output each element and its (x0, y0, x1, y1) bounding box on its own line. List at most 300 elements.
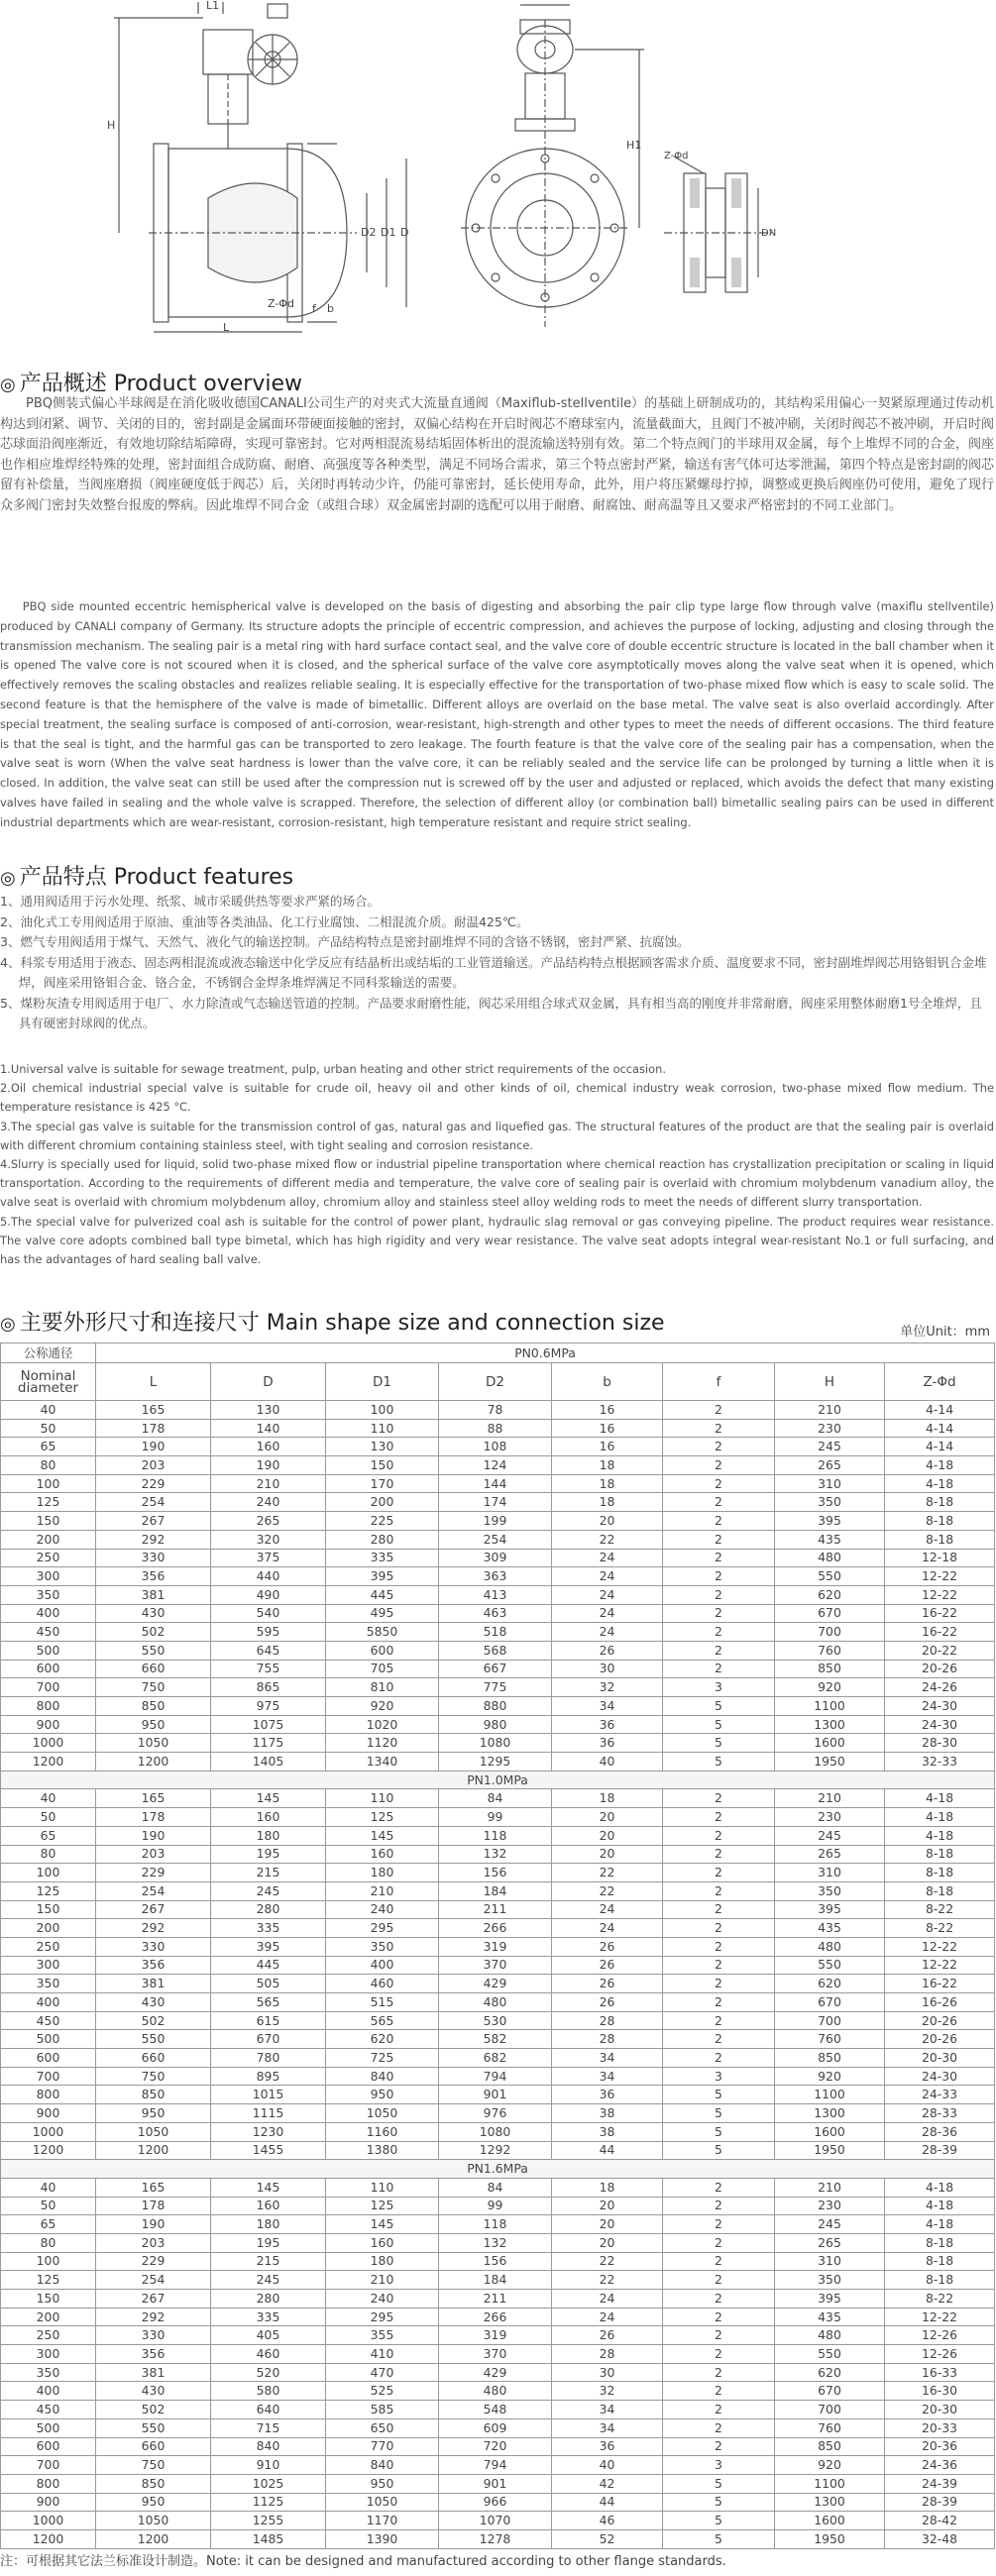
table-cell: 5 (663, 1734, 775, 1753)
table-cell: 620 (775, 1585, 885, 1604)
table-cell: 4-18 (885, 1789, 995, 1808)
cell-dn: 100 (1, 1474, 96, 1493)
label-L: L (223, 321, 230, 334)
table-cell: 12-22 (885, 1567, 995, 1586)
table-cell: 20 (552, 2215, 663, 2234)
overview-en-text: PBQ side mounted eccentric hemispherical valve is developed on the basis of digesting and absorbing the pair clip type large flow through valve (maxiflu stellventile) produced by CANALI company of Germany. Its structure adopts the principle of eccentric compression, and achieves the purpose of locking, adjusting and closing through the transmission mechanism. The sealing pair is a metal ring with hard surface contact seal, and the valve core of double eccentric structure is located in the ball chamber when it is opened The valve core is not scoured when it is closed, and the spherical surface of the valve core asymptotically moves along the valve seat when it is opened, which effectively removes the scaling obstacles and realizes reliable sealing. It is especially effective for the transportation of two-phase mixed flow which is easy to scale solid. The second feature is that the hemisphere of the valve is made of bimetallic. Different alloys are overlaid on the base metal. The valve seat is also overlaid accordingly. After special treatment, the sealing surface is composed of anti-corrosion, wear-resistant, high-strength and other types to meet the needs of different occasions. The third feature is that the seal is tight, and the harmful gas can be transported to zero leakage. The fourth feature is that the valve core of the sealing pair has a compensation, when the valve seat is worn (When the valve seat hardness is lower than the valve core, it can be reliably sealed and the service life can be prolonged by turning a little when it is closed. In addition, the valve seat can still be used after the compression nut is screwed off by the user and adjusted or replaced, which avoids the defect that many existing valves have failed in sealing and the whole valve is scrapped. Therefore, the selection of different alloy (or combination ball) bimetallic sealing pairs can be used in different industrial departments which are wear-resistant, corrosion-resistant, high temperature resistant and require strict sealing. (0, 599, 994, 829)
table-cell: 8-18 (885, 2252, 995, 2271)
cell-dn: 1000 (1, 2512, 96, 2530)
table-cell: 760 (775, 2030, 885, 2049)
cell-dn: 65 (1, 1438, 96, 1456)
table-cell: 24 (552, 1604, 663, 1623)
cell-dn: 100 (1, 2252, 96, 2271)
table-cell: 8-18 (885, 1530, 995, 1549)
table-cell: 1080 (439, 2122, 552, 2141)
table-cell: 2 (663, 2308, 775, 2326)
table-cell: 502 (96, 2011, 211, 2030)
table-row (1, 1512, 995, 1531)
table-cell: 36 (552, 1734, 663, 1753)
table-cell: 370 (439, 2345, 552, 2364)
table-cell: 1600 (775, 2512, 885, 2530)
table-cell: 20-26 (885, 2011, 995, 2030)
table-cell: 463 (439, 1604, 552, 1623)
table-cell: 2 (663, 1808, 775, 1827)
table-cell: 5 (663, 2512, 775, 2530)
table-row (1, 1845, 995, 1864)
table-cell: 150 (326, 1456, 439, 1475)
table-cell: 2 (663, 2401, 775, 2419)
table-cell: 770 (326, 2437, 439, 2456)
table-cell: 46 (552, 2512, 663, 2530)
table-cell: 229 (96, 1474, 211, 1493)
table-cell: 490 (211, 1585, 326, 1604)
table-cell: 1200 (96, 1753, 211, 1771)
table-cell: 265 (775, 2233, 885, 2252)
table-cell: 760 (775, 2418, 885, 2437)
table-cell: 1200 (96, 2529, 211, 2548)
label-D: D (400, 226, 409, 239)
table-cell: 110 (326, 2178, 439, 2197)
table-cell: 2 (663, 2326, 775, 2345)
table-cell: 265 (775, 1845, 885, 1864)
table-cell: 356 (96, 2345, 211, 2364)
table-cell: 2 (663, 1567, 775, 1586)
cell-dn: 65 (1, 1826, 96, 1845)
table-cell: 850 (96, 1697, 211, 1716)
table-cell: 28 (552, 2011, 663, 2030)
cell-dn: 600 (1, 2437, 96, 2456)
table-cell: 190 (96, 1438, 211, 1456)
table-cell: 1405 (211, 1753, 326, 1771)
table-cell: 1600 (775, 2122, 885, 2141)
table-cell: 12-22 (885, 1585, 995, 1604)
dimensions-title-en: Main shape size and connection size (266, 1311, 665, 1336)
table-cell: 395 (326, 1567, 439, 1586)
table-cell: 165 (96, 1401, 211, 1420)
table-row (1, 2215, 995, 2234)
table-cell: 1300 (775, 1715, 885, 1734)
table-cell: 38 (552, 2104, 663, 2123)
features-title-cn: 产品特点 (19, 865, 107, 890)
table-cell: 118 (439, 2215, 552, 2234)
table-cell: 430 (96, 1604, 211, 1623)
table-cell: 550 (96, 2030, 211, 2049)
dimensions-title-cn: 主要外形尺寸和连接尺寸 (19, 1311, 260, 1336)
table-cell: 265 (775, 1456, 885, 1475)
table-cell: 1020 (326, 1715, 439, 1734)
table-cell: 2 (663, 2345, 775, 2364)
table-cell: 28-42 (885, 2512, 995, 2530)
table-cell: 160 (211, 2197, 326, 2215)
features-en-list (0, 1060, 994, 1269)
column-header: L (96, 1363, 211, 1401)
table-cell: 495 (326, 1604, 439, 1623)
table-cell: 335 (211, 1919, 326, 1938)
table-cell: 2 (663, 1401, 775, 1420)
label-D2: D2 (361, 226, 377, 239)
table-cell: 667 (439, 1660, 552, 1678)
table-cell: 229 (96, 2252, 211, 2271)
table-cell: 2 (663, 1975, 775, 1993)
table-cell: 184 (439, 2271, 552, 2290)
table-cell: 2 (663, 1512, 775, 1531)
table-cell: 4-18 (885, 2215, 995, 2234)
table-cell: 36 (552, 1715, 663, 1734)
table-cell: 620 (326, 2030, 439, 2049)
table-cell: 2 (663, 1641, 775, 1660)
table-row (1, 1881, 995, 1900)
table-cell: 705 (326, 1660, 439, 1678)
table-row (1, 2529, 995, 2548)
table-cell: 8-18 (885, 1864, 995, 1882)
table-cell: 245 (211, 2271, 326, 2290)
cell-dn: 250 (1, 1549, 96, 1567)
table-row (1, 1808, 995, 1827)
table-cell: 16-22 (885, 1623, 995, 1642)
table-cell: 330 (96, 2326, 211, 2345)
dimension-table-body (1, 1343, 995, 2549)
table-cell: 8-18 (885, 2271, 995, 2290)
table-cell: 215 (211, 1864, 326, 1882)
table-cell: 395 (775, 1512, 885, 1531)
table-row (1, 1623, 995, 1642)
table-cell: 840 (211, 2437, 326, 2456)
cell-dn: 200 (1, 1919, 96, 1938)
table-cell: 330 (96, 1549, 211, 1567)
table-row (1, 2141, 995, 2160)
table-cell: 210 (326, 2271, 439, 2290)
cell-dn: 350 (1, 1975, 96, 1993)
table-cell: 840 (326, 2067, 439, 2086)
table-cell: 400 (326, 1956, 439, 1975)
table-cell: 5850 (326, 1623, 439, 1642)
table-cell: 850 (96, 2086, 211, 2104)
table-cell: 5 (663, 1715, 775, 1734)
table-cell: 2 (663, 1474, 775, 1493)
table-cell: 470 (326, 2363, 439, 2382)
table-cell: 920 (775, 2456, 885, 2475)
table-cell: 850 (775, 1660, 885, 1678)
table-row (1, 1864, 995, 1882)
table-cell: 211 (439, 2290, 552, 2308)
table-cell: 110 (326, 1419, 439, 1438)
cell-dn: 50 (1, 1419, 96, 1438)
table-row (1, 2456, 995, 2475)
features-title (0, 860, 293, 891)
table-cell: 180 (326, 1864, 439, 1882)
table-cell: 5 (663, 2474, 775, 2493)
table-row (1, 2252, 995, 2271)
table-cell: 145 (326, 1826, 439, 1845)
feature-cn-item: 2、油化式工专用阀适用于原油、重油等各类油品、化工行业腐蚀、二相混流介质。耐温425℃。 (0, 913, 529, 929)
table-cell: 502 (96, 1623, 211, 1642)
table-cell: 460 (211, 2345, 326, 2364)
table-cell: 24 (552, 1623, 663, 1642)
table-cell: 2 (663, 1956, 775, 1975)
table-row (1, 2326, 995, 2345)
table-cell: 8-22 (885, 2290, 995, 2308)
table-cell: 184 (439, 1881, 552, 1900)
table-cell: 430 (96, 2382, 211, 2401)
table-cell: 645 (211, 1641, 326, 1660)
table-column-header-row (1, 1363, 995, 1401)
cell-dn: 400 (1, 1993, 96, 2012)
table-cell: 3 (663, 2067, 775, 2086)
table-cell: 108 (439, 1438, 552, 1456)
column-header: D (211, 1363, 326, 1401)
table-cell: 5 (663, 2104, 775, 2123)
cell-dn: 800 (1, 2086, 96, 2104)
table-row (1, 2271, 995, 2290)
table-cell: 4-14 (885, 1438, 995, 1456)
table-cell: 24 (552, 2290, 663, 2308)
table-cell: 901 (439, 2474, 552, 2493)
table-cell: 480 (439, 1993, 552, 2012)
table-cell: 1390 (326, 2529, 439, 2548)
table-cell: 24-30 (885, 1697, 995, 1716)
table-cell: 210 (211, 1474, 326, 1493)
table-cell: 1300 (775, 2104, 885, 2123)
label-H1: H1 (626, 139, 642, 152)
table-cell: 950 (96, 1715, 211, 1734)
table-row (1, 1549, 995, 1567)
table-cell: 309 (439, 1549, 552, 1567)
table-cell: 381 (96, 1975, 211, 1993)
table-cell: 20-26 (885, 1660, 995, 1678)
table-cell: 34 (552, 2418, 663, 2437)
table-cell: 920 (775, 2067, 885, 2086)
pressure-class: PN1.6MPa (1, 2160, 995, 2179)
cell-dn: 150 (1, 1900, 96, 1919)
table-cell: 30 (552, 2363, 663, 2382)
table-cell: 1292 (439, 2141, 552, 2160)
table-row (1, 2049, 995, 2068)
table-cell: 24-30 (885, 1715, 995, 1734)
table-cell: 585 (326, 2401, 439, 2419)
cell-dn: 500 (1, 2418, 96, 2437)
feature-en-item: 2.Oil chemical industrial special valve is suitable for crude oil, heavy oil and other kinds of oil, chemical industry weak corrosion, two-phase mixed flow medium. The temperature resistance is 425 °C. (0, 1081, 994, 1115)
table-cell: 595 (211, 1623, 326, 1642)
table-cell: 28-39 (885, 2141, 995, 2160)
table-row (1, 1826, 995, 1845)
table-row (1, 1585, 995, 1604)
table-row (1, 2104, 995, 2123)
table-cell: 1485 (211, 2529, 326, 2548)
front-view-drawing (476, 0, 654, 337)
features-title-en: Product features (113, 865, 294, 890)
table-cell: 34 (552, 2049, 663, 2068)
table-cell: 178 (96, 2197, 211, 2215)
table-cell: 130 (326, 1438, 439, 1456)
table-cell: 292 (96, 1530, 211, 1549)
table-cell: 20 (552, 2233, 663, 2252)
table-cell: 99 (439, 1808, 552, 1827)
unit-label: 单位Unit：mm (900, 1325, 990, 1340)
table-cell: 865 (211, 1678, 326, 1697)
table-cell: 210 (775, 1789, 885, 1808)
table-cell: 12-22 (885, 1956, 995, 1975)
table-cell: 18 (552, 2178, 663, 2197)
table-cell: 750 (96, 2456, 211, 2475)
table-cell: 240 (326, 2290, 439, 2308)
table-cell: 445 (326, 1585, 439, 1604)
table-cell: 178 (96, 1419, 211, 1438)
table-cell: 110 (326, 1789, 439, 1808)
table-cell: 5 (663, 1697, 775, 1716)
pressure-class: PN0.6MPa (96, 1343, 995, 1363)
table-cell: 8-22 (885, 1919, 995, 1938)
table-cell: 395 (775, 1900, 885, 1919)
table-cell: 670 (775, 1993, 885, 2012)
table-row (1, 1678, 995, 1697)
table-row (1, 1604, 995, 1623)
table-cell: 26 (552, 1937, 663, 1956)
column-header: f (663, 1363, 775, 1401)
table-cell: 1230 (211, 2122, 326, 2141)
table-cell: 160 (326, 2233, 439, 2252)
table-cell: 22 (552, 2271, 663, 2290)
cell-dn: 300 (1, 2345, 96, 2364)
table-cell: 292 (96, 2308, 211, 2326)
table-cell: 12-18 (885, 1549, 995, 1567)
table-cell: 550 (775, 1956, 885, 1975)
table-cell: 980 (439, 1715, 552, 1734)
table-cell: 36 (552, 2437, 663, 2456)
table-cell: 1120 (326, 1734, 439, 1753)
table-cell: 1050 (96, 1734, 211, 1753)
table-cell: 430 (96, 1993, 211, 2012)
table-cell: 525 (326, 2382, 439, 2401)
table-cell: 195 (211, 2233, 326, 2252)
table-cell: 125 (326, 2197, 439, 2215)
table-cell: 130 (211, 1401, 326, 1420)
table-cell: 550 (775, 2345, 885, 2364)
label-DN: DN (761, 228, 777, 239)
table-cell: 445 (211, 1956, 326, 1975)
table-cell: 266 (439, 2308, 552, 2326)
column-header: b (552, 1363, 663, 1401)
table-cell: 1050 (326, 2493, 439, 2512)
table-cell: 295 (326, 1919, 439, 1938)
table-row (1, 1401, 995, 1420)
table-row (1, 1956, 995, 1975)
table-cell: 84 (439, 1789, 552, 1808)
table-cell: 966 (439, 2493, 552, 2512)
table-cell: 480 (775, 2326, 885, 2345)
table-cell: 440 (211, 1567, 326, 1586)
table-cell: 165 (96, 1789, 211, 1808)
table-cell: 2 (663, 1419, 775, 1438)
table-cell: 413 (439, 1585, 552, 1604)
table-cell: 20 (552, 1512, 663, 1531)
table-row (1, 2067, 995, 2086)
table-cell: 910 (211, 2456, 326, 2475)
table-row (1, 2197, 995, 2215)
table-cell: 975 (211, 1697, 326, 1716)
cell-dn: 80 (1, 1845, 96, 1864)
table-cell: 2 (663, 1623, 775, 1642)
table-cell: 8-18 (885, 1845, 995, 1864)
table-header-row (1, 1343, 995, 1363)
table-row (1, 1753, 995, 1771)
table-row (1, 1530, 995, 1549)
table-cell: 335 (211, 2308, 326, 2326)
table-cell: 410 (326, 2345, 439, 2364)
label-zphid-right: Z-Φd (664, 151, 689, 161)
overview-cn-text: PBQ侧装式偏心半球阀是在消化吸收德国CANALI公司生产的对夹式大流量直通阀（Maxiflub-stellventile）的基础上研制成功的，其结构采用偏心一契紧原理通过传动机构达到闭紧、调节、关闭的目的，密封副是金属面环带硬面接触的密封，双偏心结构在开启时阀芯不磨球室内，流量截面大，且阀门不被冲刷，关闭时阀芯不被冲刷，开启时阀芯球面沿阀座渐近，有效地切除结垢障碍，实现可靠密封。它对两相混流易结垢固体析出的混流输送特别有效。第二个特点阀门的半球用双金属，每个上堆焊不同的合金，阀座也作相应堆焊经特殊的处理，密封面组合成防腐、耐磨、高强度等各种类型，满足不同场合需求，第三个特点密封严紧，输送有害气体可达零泄漏，第四个特点是密封副的阀芯留有补偿量，当阀座磨损（阀座硬度低于阀芯）后，关闭时再转动少许，仍能可靠密封，延长使用寿命，此外，用户将压紧螺母拧掉，调整或更换后阀座仍可使用，避免了现行众多阀门密封失效整台报废的弊病。因此堆焊不同合金（或组合球）双金属密封副的选配可以用于耐磨、耐腐蚀、耐高温等且又要求严格密封的不同工业部门。 (0, 396, 994, 513)
feature-en-item: 5.The special valve for pulverized coal ash is suitable for the control of power plant, hydraulic slag removal or gas conveying pipeline. The product requires wear resistance. The valve core adopts combined ball type bimetal, which has high rigidity and very wear resistance. The valve seat adopts integral wear-resistant No.1 or full surfacing, and has the advantages of hard sealing ball valve. (0, 1214, 994, 1267)
dimensions-title (0, 1306, 665, 1337)
column-header: D2 (439, 1363, 552, 1401)
table-cell: 670 (775, 2382, 885, 2401)
table-cell: 950 (96, 2493, 211, 2512)
table-cell: 310 (775, 1474, 885, 1493)
overview-cn-paragraph (0, 394, 994, 516)
table-cell: 180 (211, 1826, 326, 1845)
table-cell: 32 (552, 2382, 663, 2401)
table-cell: 1278 (439, 2529, 552, 2548)
table-cell: 2 (663, 2049, 775, 2068)
label-f: f (312, 302, 316, 315)
feature-en-item: 1.Universal valve is suitable for sewage treatment, pulp, urban heating and other strict requirements of the occasion. (0, 1062, 666, 1076)
table-cell: 26 (552, 1975, 663, 1993)
table-cell: 548 (439, 2401, 552, 2419)
table-cell: 350 (326, 1937, 439, 1956)
table-cell: 794 (439, 2456, 552, 2475)
table-cell: 1455 (211, 2141, 326, 2160)
table-cell: 518 (439, 1623, 552, 1642)
dimension-table (0, 1342, 995, 2549)
cell-dn: 450 (1, 2011, 96, 2030)
table-cell: 24-33 (885, 2086, 995, 2104)
table-cell: 568 (439, 1641, 552, 1660)
table-cell: 2 (663, 1864, 775, 1882)
table-cell: 1100 (775, 2086, 885, 2104)
cell-dn: 800 (1, 1697, 96, 1716)
table-cell: 16 (552, 1438, 663, 1456)
table-cell: 330 (96, 1937, 211, 1956)
table-cell: 1050 (96, 2122, 211, 2141)
table-cell: 750 (96, 1678, 211, 1697)
table-cell: 24-26 (885, 1678, 995, 1697)
cell-dn: 50 (1, 1808, 96, 1827)
label-H: H (107, 119, 116, 132)
table-cell: 254 (96, 2271, 211, 2290)
table-cell: 2 (663, 1585, 775, 1604)
side-view-drawing (107, 0, 446, 337)
table-cell: 1340 (326, 1753, 439, 1771)
cell-dn: 600 (1, 1660, 96, 1678)
flange-detail-drawing (664, 149, 783, 317)
table-cell: 295 (326, 2308, 439, 2326)
table-cell: 435 (775, 2308, 885, 2326)
table-row (1, 1493, 995, 1512)
table-cell: 550 (96, 2418, 211, 2437)
table-cell: 1115 (211, 2104, 326, 2123)
table-cell: 920 (775, 1678, 885, 1697)
column-header: Z-Φd (885, 1363, 995, 1401)
cell-dn: 1000 (1, 1734, 96, 1753)
table-row (1, 2437, 995, 2456)
cell-dn: 50 (1, 2197, 96, 2215)
table-row (1, 2011, 995, 2030)
feature-cn-item: 5、煤粉灰渣专用阀适用于电厂、水力除渣或气态输送管道的控制。产品要求耐磨性能，阀芯采用组合球式双金属，具有相当高的刚度并非常耐磨，阀座采用整体耐磨1号全堆焊，且具有硬密封球阀的优点。 (0, 995, 982, 1030)
table-cell: 850 (775, 2049, 885, 2068)
cell-dn: 450 (1, 2401, 96, 2419)
table-cell: 880 (439, 1697, 552, 1716)
column-header: H (775, 1363, 885, 1401)
table-cell: 850 (96, 2474, 211, 2493)
